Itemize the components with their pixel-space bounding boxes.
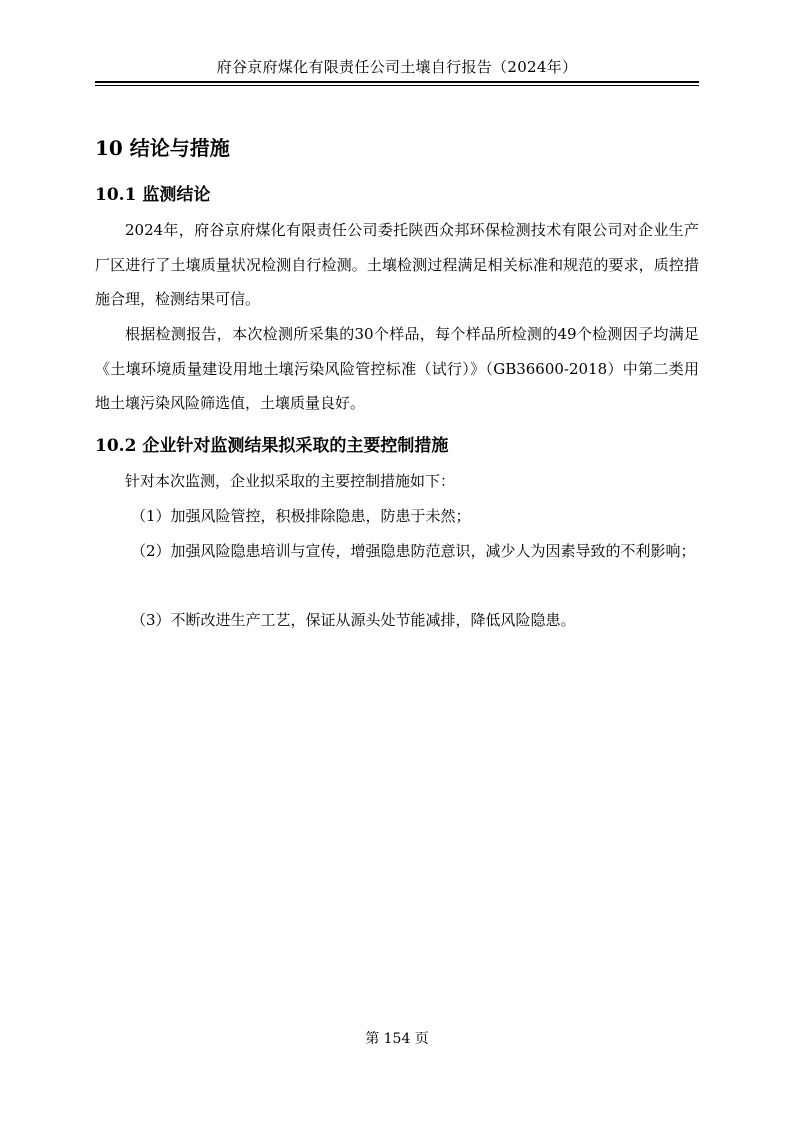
- header-rule-thin: [95, 85, 699, 86]
- subsection-title-10-1: 10.1 监测结论: [95, 185, 211, 205]
- header-rule-thick: [95, 81, 699, 83]
- page-number: 第 154 页: [365, 1031, 429, 1047]
- measure-item-3: （3）不断改进生产工艺，保证从源头处节能减排，降低风险隐患。: [131, 611, 576, 629]
- conclusion-paragraph-2: 根据检测报告，本次检测所采集的30个样品，每个样品所检测的49个检测因子均满足《土壤环境质量建设用地土壤污染风险管控标准（试行）》（GB36600-2018）中第二类用地土壤污染风险筛选值，土壤质量良好。: [95, 325, 699, 412]
- measure-item-1: （1）加强风险管控，积极排除隐患，防患于未然；: [131, 507, 471, 525]
- measures-intro: 针对本次监测，企业拟采取的主要控制措施如下：: [125, 472, 456, 490]
- section-title: 10 结论与措施: [95, 136, 230, 160]
- subsection-title-10-2: 10.2 企业针对监测结果拟采取的主要控制措施: [95, 436, 449, 456]
- measure-item-2: （2）加强风险隐患培训与宣传，增强隐患防范意识，减少人为因素导致的不利影响；: [131, 542, 696, 560]
- conclusion-paragraph-1: 2024年，府谷京府煤化有限责任公司委托陕西众邦环保检测技术有限公司对企业生产厂区进行了土壤质量状况检测自行检测。土壤检测过程满足相关标准和规范的要求，质控措施合理，检测结果可信。: [95, 221, 699, 308]
- page-header: 府谷京府煤化有限责任公司土壤自行报告（2024年）: [216, 58, 578, 76]
